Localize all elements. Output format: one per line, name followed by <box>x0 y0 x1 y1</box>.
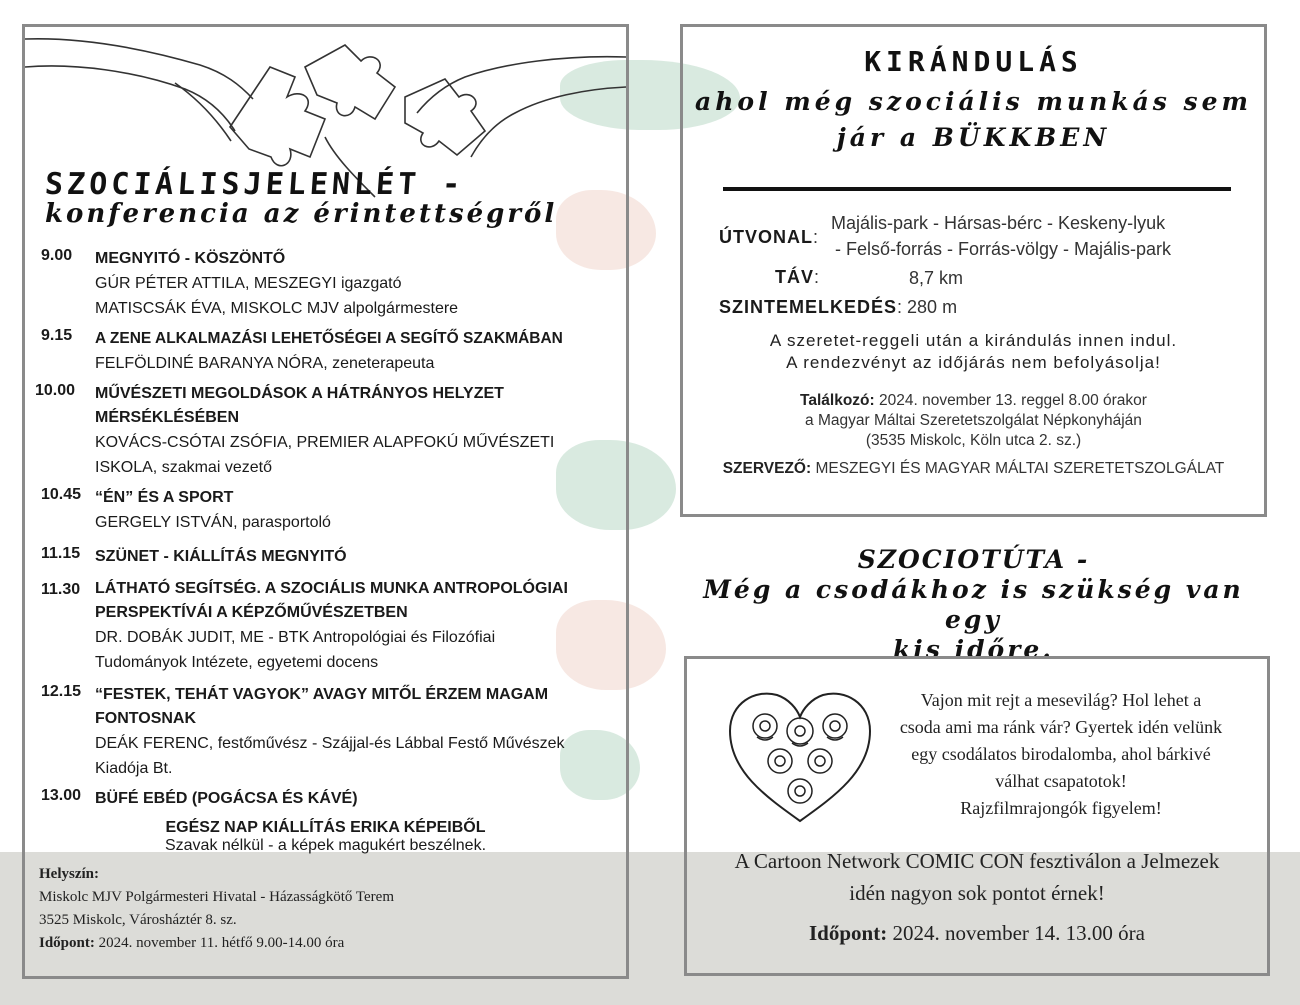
program-title: MŰVÉSZETI MEGOLDÁSOK A HÁTRÁNYOS HELYZET MÉRSÉKLÉSÉBEN <box>95 385 504 426</box>
socio-subtitle: Még a csodákhoz is szükség van egy <box>703 575 1244 634</box>
elevation-value: 280 m <box>907 297 958 317</box>
trip-title: KIRÁNDULÁS <box>864 45 1083 78</box>
meeting-time: 2024. november 13. reggel 8.00 órakor <box>874 392 1147 409</box>
venue-line: Miskolc MJV Polgármesteri Hivatal - Házasságkötő Terem <box>39 889 394 905</box>
program-time: 11.30 <box>41 581 81 598</box>
elevation-label: SZINTEMELKEDÉS <box>719 297 898 317</box>
program-title: “FESTEK, TEHÁT VAGYOK” AVAGY MITŐL ÉRZEM MAGAM FONTOSNAK <box>95 686 549 727</box>
divider <box>723 187 1231 191</box>
program-speaker: DEÁK FERENC, festőművész - Szájjal-és Lábbal Festő Művészek Kiadója Bt. <box>95 735 565 777</box>
date-value: 2024. november 11. hétfő 9.00-14.00 óra <box>94 935 345 951</box>
comic-con-info <box>687 845 1267 909</box>
conference-subtitle: konferencia az érintettségről <box>45 199 558 229</box>
program-item <box>25 683 626 781</box>
venue-label: Helyszín: <box>39 866 99 882</box>
program-item <box>25 382 626 480</box>
program-item <box>25 247 626 321</box>
date-label: Időpont: <box>39 935 95 951</box>
comic-con-line: A Cartoon Network COMIC CON fesztiválon a Jelmezek <box>734 849 1220 873</box>
all-day-exhibition <box>25 819 626 855</box>
venue-address: 3525 Miskolc, Városháztér 8. sz. <box>39 912 237 928</box>
description-line: egy csodálatos birodalomba, ahol bárkivé <box>911 744 1211 764</box>
date-label: Időpont: <box>809 921 888 945</box>
program-speaker: DR. DOBÁK JUDIT, ME - BTK Antropológiai és Filozófiai Tudományok Intézete, egyetemi docens <box>95 629 496 671</box>
program-item <box>25 545 626 569</box>
elevation-row: SZINTEMELKEDÉS: 280 m <box>719 297 958 317</box>
organizer-label: SZERVEZŐ: <box>722 460 812 477</box>
description-line: válhat csapatotok! <box>995 771 1127 791</box>
program-item <box>25 787 626 811</box>
date-value: 2024. november 14. 13.00 óra <box>887 921 1145 945</box>
program-time: 10.45 <box>41 486 82 503</box>
program-title: BÜFÉ EBÉD (POGÁCSA ÉS KÁVÉ) <box>95 790 358 807</box>
exhibition-subtitle: Szavak nélkül - a képek magukért beszélnek. <box>164 837 487 854</box>
venue-info <box>39 863 394 955</box>
socio-title: SZOCIOTÚTA - <box>857 545 1090 574</box>
program-time: 10.00 <box>35 382 76 399</box>
program-speaker: KOVÁCS-CSÓTAI ZSÓFIA, PREMIER ALAPFOKÚ MŰVÉSZETI ISKOLA, szakmai vezető <box>95 434 555 476</box>
program-time: 13.00 <box>41 787 82 804</box>
program-item <box>25 486 626 535</box>
description-line: Vajon mit rejt a mesevilág? Hol lehet a <box>920 690 1202 710</box>
program-item <box>25 577 626 675</box>
program-title: A ZENE ALKALMAZÁSI LEHETŐSÉGEI A SEGÍTŐ SZAKMÁBAN <box>95 330 563 347</box>
venue-date <box>39 932 394 955</box>
socio-title-block <box>680 545 1267 665</box>
route-value: Majális-park - Hársas-bérc - Keskeny-lyuk <box>831 213 1166 233</box>
socio-panel <box>684 656 1270 976</box>
program-item <box>25 327 626 376</box>
distance-label: TÁV <box>775 267 814 287</box>
program-speaker: GÚR PÉTER ATTILA, MESZEGYI igazgató <box>95 275 402 292</box>
program-title: SZÜNET - KIÁLLÍTÁS MEGNYITÓ <box>95 548 347 565</box>
socio-date <box>687 921 1267 946</box>
route-value-2: - Felső-forrás - Forrás-völgy - Majális-park <box>835 239 1172 259</box>
program-time: 9.00 <box>41 247 73 264</box>
meeting-label: Találkozó: <box>800 392 875 409</box>
program-time: 12.15 <box>41 683 82 700</box>
meeting-place: a Magyar Máltai Szeretetszolgálat Népkonyháján <box>805 412 1142 429</box>
meeting-address: (3535 Miskolc, Köln utca 2. sz.) <box>865 432 1082 449</box>
organizer-value: MESZEGYI ÉS MAGYAR MÁLTAI SZERETETSZOLGÁLAT <box>811 460 1225 477</box>
route-label: ÚTVONAL <box>719 227 813 247</box>
socio-subtitle-2: kis időre. <box>892 635 1055 664</box>
socio-description <box>875 687 1247 822</box>
trip-note-weather: A rendezvényt az időjárás nem befolyásolja! <box>786 353 1161 372</box>
program-title: LÁTHATÓ SEGÍTSÉG. A SZOCIÁLIS MUNKA ANTROPOLÓGIAI PERSPEKTÍVÁI A KÉPZŐMŰVÉSZETBEN <box>95 580 568 621</box>
trip-subtitle: ahol még szociális munkás sem <box>695 87 1252 116</box>
trip-panel <box>680 24 1267 517</box>
program-time: 9.15 <box>41 327 73 344</box>
meeting-info <box>683 391 1264 451</box>
conference-panel <box>22 24 629 979</box>
trip-subtitle-2: jár a BÜKKBEN <box>836 123 1111 152</box>
comic-con-line-2: idén nagyon sok pontot érnek! <box>849 881 1105 905</box>
program-title: MEGNYITÓ - KÖSZÖNTŐ <box>95 250 286 267</box>
distance-row: TÁV: <box>775 267 820 287</box>
program-time: 11.15 <box>41 545 81 562</box>
program-speaker: FELFÖLDINÉ BARANYA NÓRA, zeneterapeuta <box>95 355 435 372</box>
route-row: ÚTVONAL: <box>719 227 819 247</box>
program-speaker: GERGELY ISTVÁN, parasportoló <box>95 514 331 531</box>
program-list <box>25 247 626 855</box>
distance-value: 8,7 km <box>909 268 964 288</box>
exhibition-title: EGÉSZ NAP KIÁLLÍTÁS ERIKA KÉPEIBŐL <box>165 819 486 836</box>
conference-title: SZOCIÁLISJELENLÉT - <box>43 167 466 202</box>
description-line: Rajzfilmrajongók figyelem! <box>960 798 1162 818</box>
organizer-info <box>683 459 1264 479</box>
program-speaker: MATISCSÁK ÉVA, MISKOLC MJV alpolgármestere <box>95 300 459 317</box>
trip-note: A szeretet-reggeli után a kirándulás innen indul. <box>769 331 1178 350</box>
description-line: csoda ami ma ránk vár? Gyertek idén velünk <box>899 717 1223 737</box>
program-title: “ÉN” ÉS A SPORT <box>95 489 234 506</box>
minions-heart-illustration <box>725 681 875 831</box>
